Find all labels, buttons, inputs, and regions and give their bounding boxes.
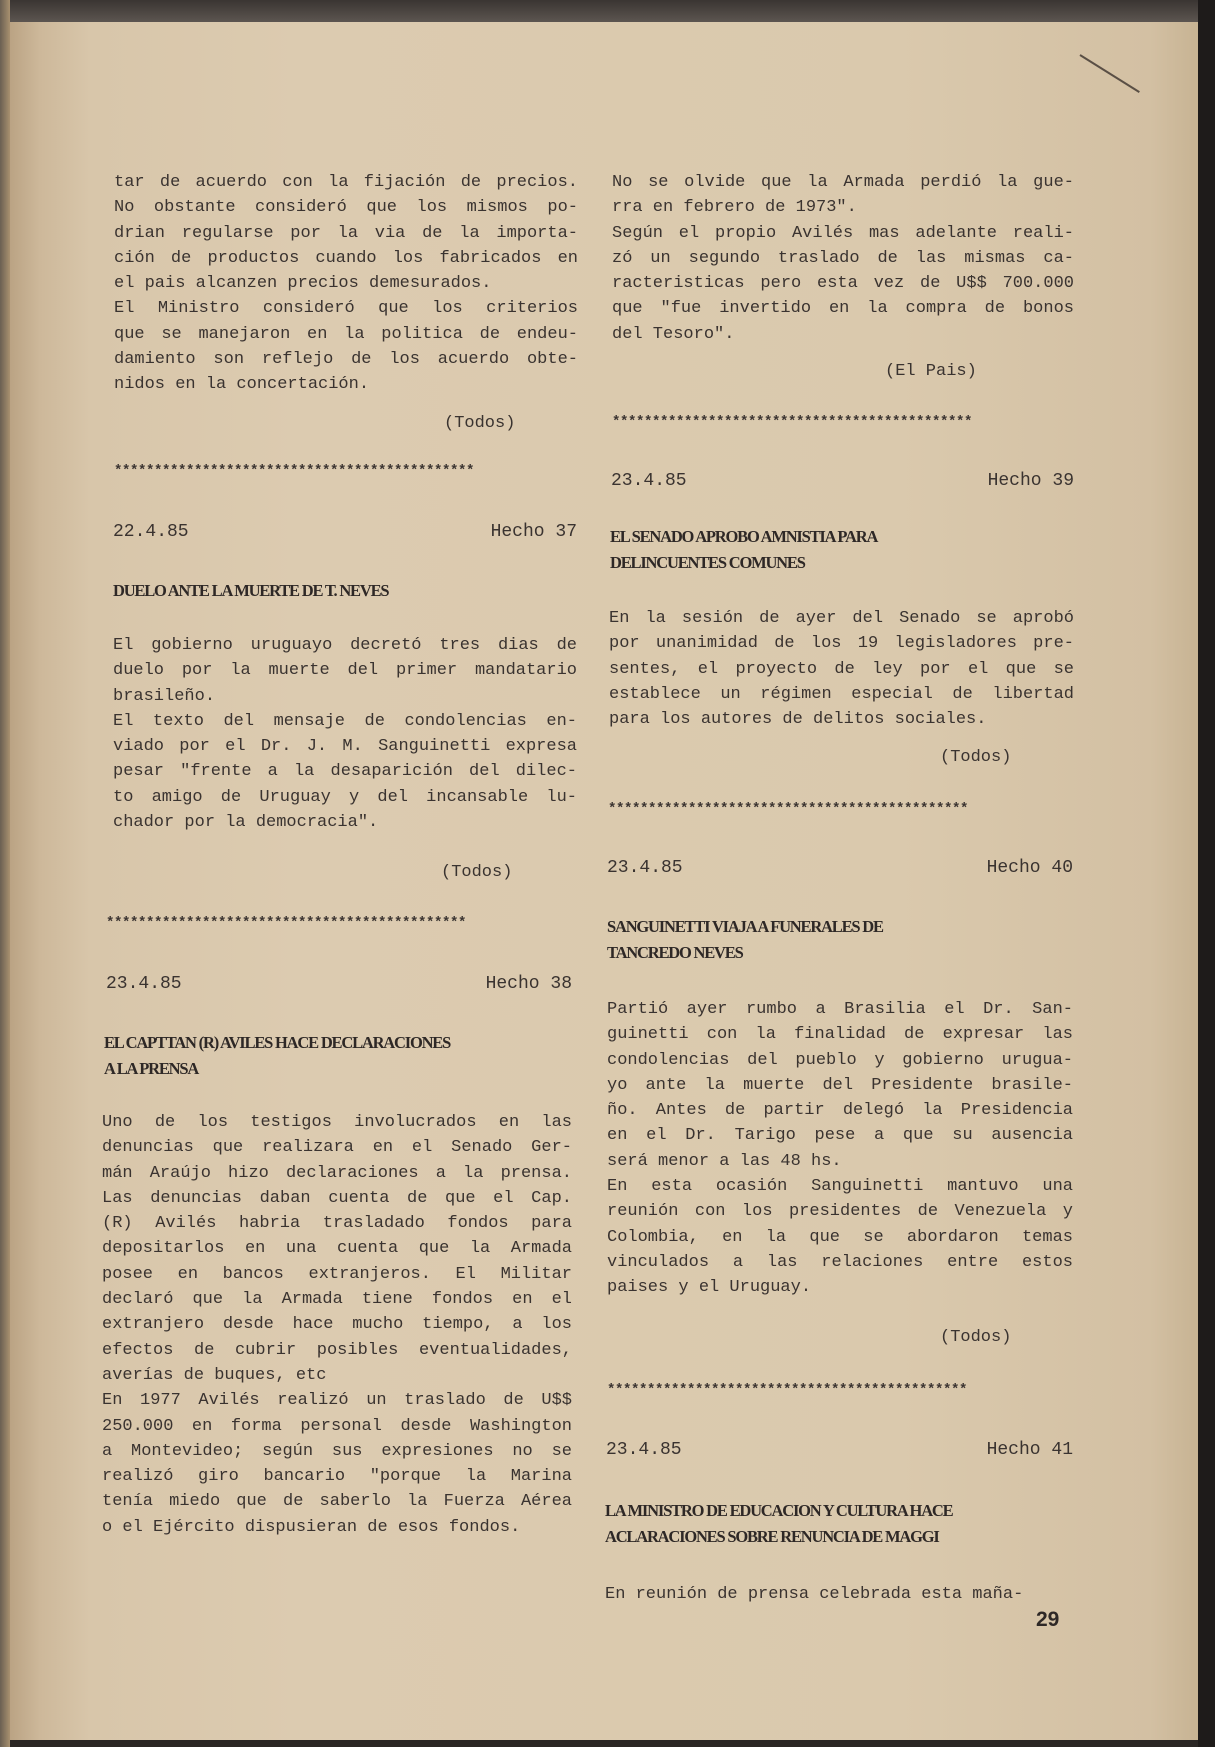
text-line: zó un segundo traslado de las mismas ca-: [612, 248, 1074, 268]
text-line: chador por la democracia".: [113, 813, 379, 833]
left-intro-body: [114, 170, 578, 398]
hecho-number: Hecho 37: [490, 522, 577, 542]
hecho-38-body: [102, 1110, 572, 1540]
hecho-40-headline: [607, 914, 883, 965]
hecho-37-headline: [113, 578, 388, 604]
separator-stars: *********************************************: [114, 463, 475, 479]
separator-stars: *********************************************: [608, 801, 969, 817]
headline-line: EL SENADO APROBO AMNISTIA PARA: [610, 527, 878, 546]
hecho-40-source: (Todos): [940, 1328, 1012, 1347]
text-line: Las denuncias daban cuenta de que el Cap.: [102, 1188, 572, 1208]
headline-line: SANGUINETTI VIAJA A FUNERALES DE: [607, 917, 883, 936]
text-line: del Tesoro".: [612, 324, 735, 344]
hecho-41-headline: [605, 1498, 952, 1549]
headline-line: DELINCUENTES COMUNES: [610, 552, 805, 572]
page-fold-mark: [1079, 54, 1139, 93]
text-line: ción de productos cuando los fabricados en: [114, 248, 578, 268]
text-line: declaró que la Armada tiene fondos en el: [102, 1290, 572, 1310]
text-line: ño. Antes de partir delegó la Presidencia: [607, 1101, 1073, 1121]
hecho-39-body: [609, 606, 1074, 732]
text-line: brasileño.: [113, 686, 216, 706]
page-number: 29: [1036, 1608, 1060, 1631]
text-line: efectos de cubrir posibles eventualidades,: [102, 1340, 572, 1360]
hecho-39-headline: [610, 524, 877, 575]
hecho-number: Hecho 40: [986, 858, 1073, 878]
text-line: to amigo de Uruguay y del incansable lu-: [113, 787, 577, 807]
text-line: guinetti con la finalidad de expresar las: [607, 1025, 1073, 1045]
text-line: En 1977 Avilés realizó un traslado de U$$: [102, 1391, 572, 1411]
text-line: El texto del mensaje de condolencias en-: [113, 711, 577, 731]
text-line: damiento son reflejo de los acuerdo obte-: [114, 350, 578, 370]
separator-stars: *********************************************: [607, 1382, 968, 1398]
hecho-38-dateline: [106, 974, 572, 994]
hecho-40-body: [607, 997, 1073, 1301]
left-intro-source: (Todos): [444, 414, 516, 433]
hecho-39-source: (Todos): [940, 748, 1012, 767]
hecho-date: 22.4.85: [113, 522, 189, 542]
text-line: En la sesión de ayer del Senado se aprobó: [609, 609, 1074, 628]
scan-left-edge: [0, 0, 10, 1747]
right-intro-source: (El Pais): [885, 362, 977, 381]
headline-line: LA MINISTRO DE EDUCACION Y CULTURA HACE: [605, 1501, 953, 1520]
text-line: Partió ayer rumbo a Brasilia el Dr. San-: [607, 1000, 1073, 1019]
text-line: Según el propio Avilés mas adelante reali-: [612, 223, 1074, 243]
hecho-40-dateline: [607, 858, 1073, 878]
text-line: rra en febrero de 1973".: [612, 198, 857, 218]
text-line: paises y el Uruguay.: [607, 1278, 812, 1298]
hecho-37-source: (Todos): [441, 863, 513, 882]
text-line: por unanimidad de los 19 legisladores pre-: [609, 634, 1074, 654]
text-line: nidos en la concertación.: [114, 375, 370, 395]
text-line: extranjero desde hace mucho tiempo, a los: [102, 1315, 572, 1335]
text-line: establece un régimen especial de libertad: [609, 684, 1074, 704]
hecho-38-headline: [104, 1030, 450, 1081]
text-line: posee en bancos extranjeros. El Militar: [102, 1264, 572, 1284]
headline-line: EL CAPTTAN (R) AVILES HACE DECLARACIONES: [104, 1033, 451, 1052]
text-line: tar de acuerdo con la fijación de precios.: [114, 173, 578, 192]
text-line: No se olvide que la Armada perdió la gue-: [612, 173, 1074, 192]
text-line: El Ministro consideró que los criterios: [114, 299, 578, 319]
text-line: Uno de los testigos involucrados en las: [102, 1113, 572, 1132]
text-line: el pais alcanzen precios demesurados.: [114, 274, 492, 294]
text-line: tenía miedo que de saberlo la Fuerza Aérea: [102, 1492, 572, 1512]
text-line: Colombia, en la que se abordaron temas: [607, 1227, 1073, 1247]
hecho-41-dateline: [606, 1440, 1073, 1460]
text-line: condolencias del pueblo y gobierno urugua-: [607, 1050, 1073, 1070]
hecho-number: Hecho 39: [987, 471, 1074, 491]
headline-line: DUELO ANTE LA MUERTE DE T. NEVES: [113, 581, 389, 600]
text-line: En reunión de prensa celebrada esta maña-: [605, 1585, 1024, 1604]
text-line: o el Ejército dispusieran de esos fondos.: [102, 1517, 521, 1537]
text-line: racteristicas pero esta vez de U$$ 700.000: [612, 274, 1074, 294]
text-line: sentes, el proyecto de ley por el que se: [609, 659, 1074, 679]
hecho-37-dateline: [113, 522, 577, 542]
text-line: duelo por la muerte del primer mandatario: [113, 661, 577, 681]
headline-line: ACLARACIONES SOBRE RENUNCIA DE MAGGI: [605, 1526, 939, 1546]
text-line: que "fue invertido en la compra de bonos: [612, 299, 1074, 319]
hecho-number: Hecho 41: [986, 1440, 1073, 1460]
hecho-date: 23.4.85: [606, 1440, 682, 1460]
text-line: En esta ocasión Sanguinetti mantuvo una: [607, 1177, 1073, 1197]
text-line: yo ante la muerte del Presidente brasile-: [607, 1075, 1073, 1095]
text-line: El gobierno uruguayo decretó tres dias de: [113, 636, 577, 655]
text-line: realizó giro bancario "porque la Marina: [102, 1467, 572, 1487]
hecho-date: 23.4.85: [611, 471, 687, 491]
hecho-39-dateline: [611, 471, 1074, 491]
hecho-date: 23.4.85: [106, 974, 182, 994]
scan-right-border: [1198, 0, 1215, 1747]
text-line: viado por el Dr. J. M. Sanguinetti expresa: [113, 737, 577, 757]
text-line: drian regularse por la via de la importa-: [114, 223, 578, 243]
text-line: pesar "frente a la desaparición del dilec-: [113, 762, 577, 782]
headline-line: TANCREDO NEVES: [607, 942, 743, 962]
text-line: que se manejaron en la politica de endeu-: [114, 324, 578, 344]
text-line: vinculados a las relaciones entre estos: [607, 1252, 1073, 1272]
right-intro-body: [612, 170, 1074, 347]
text-line: en el Dr. Tarigo pese a que su ausencia: [607, 1126, 1073, 1146]
text-line: para los autores de delitos sociales.: [609, 710, 987, 730]
text-line: a Montevideo; según sus expresiones no se: [102, 1441, 572, 1461]
text-line: reunión con los presidentes de Venezuela y: [607, 1202, 1073, 1222]
text-line: mán Araújo hizo declaraciones a la prensa.: [102, 1163, 572, 1183]
separator-stars: *********************************************: [106, 915, 467, 931]
text-line: 250.000 en forma personal desde Washington: [102, 1416, 572, 1436]
hecho-37-body: [113, 633, 577, 835]
text-line: será menor a las 48 hs.: [607, 1151, 842, 1171]
headline-line: A LA PRENSA: [104, 1058, 199, 1078]
text-line: denuncias que realizara en el Senado Ger-: [102, 1138, 572, 1158]
scan-top-border: [0, 0, 1215, 22]
text-line: averías de buques, etc: [102, 1365, 327, 1385]
text-line: depositarlos en una cuenta que la Armada: [102, 1239, 572, 1259]
separator-stars: *********************************************: [612, 414, 973, 430]
hecho-41-body: [605, 1582, 1073, 1607]
text-line: (R) Avilés habria trasladado fondos para: [102, 1214, 572, 1234]
text-line: No obstante consideró que los mismos po-: [114, 198, 578, 218]
hecho-date: 23.4.85: [607, 858, 683, 878]
hecho-number: Hecho 38: [485, 974, 572, 994]
